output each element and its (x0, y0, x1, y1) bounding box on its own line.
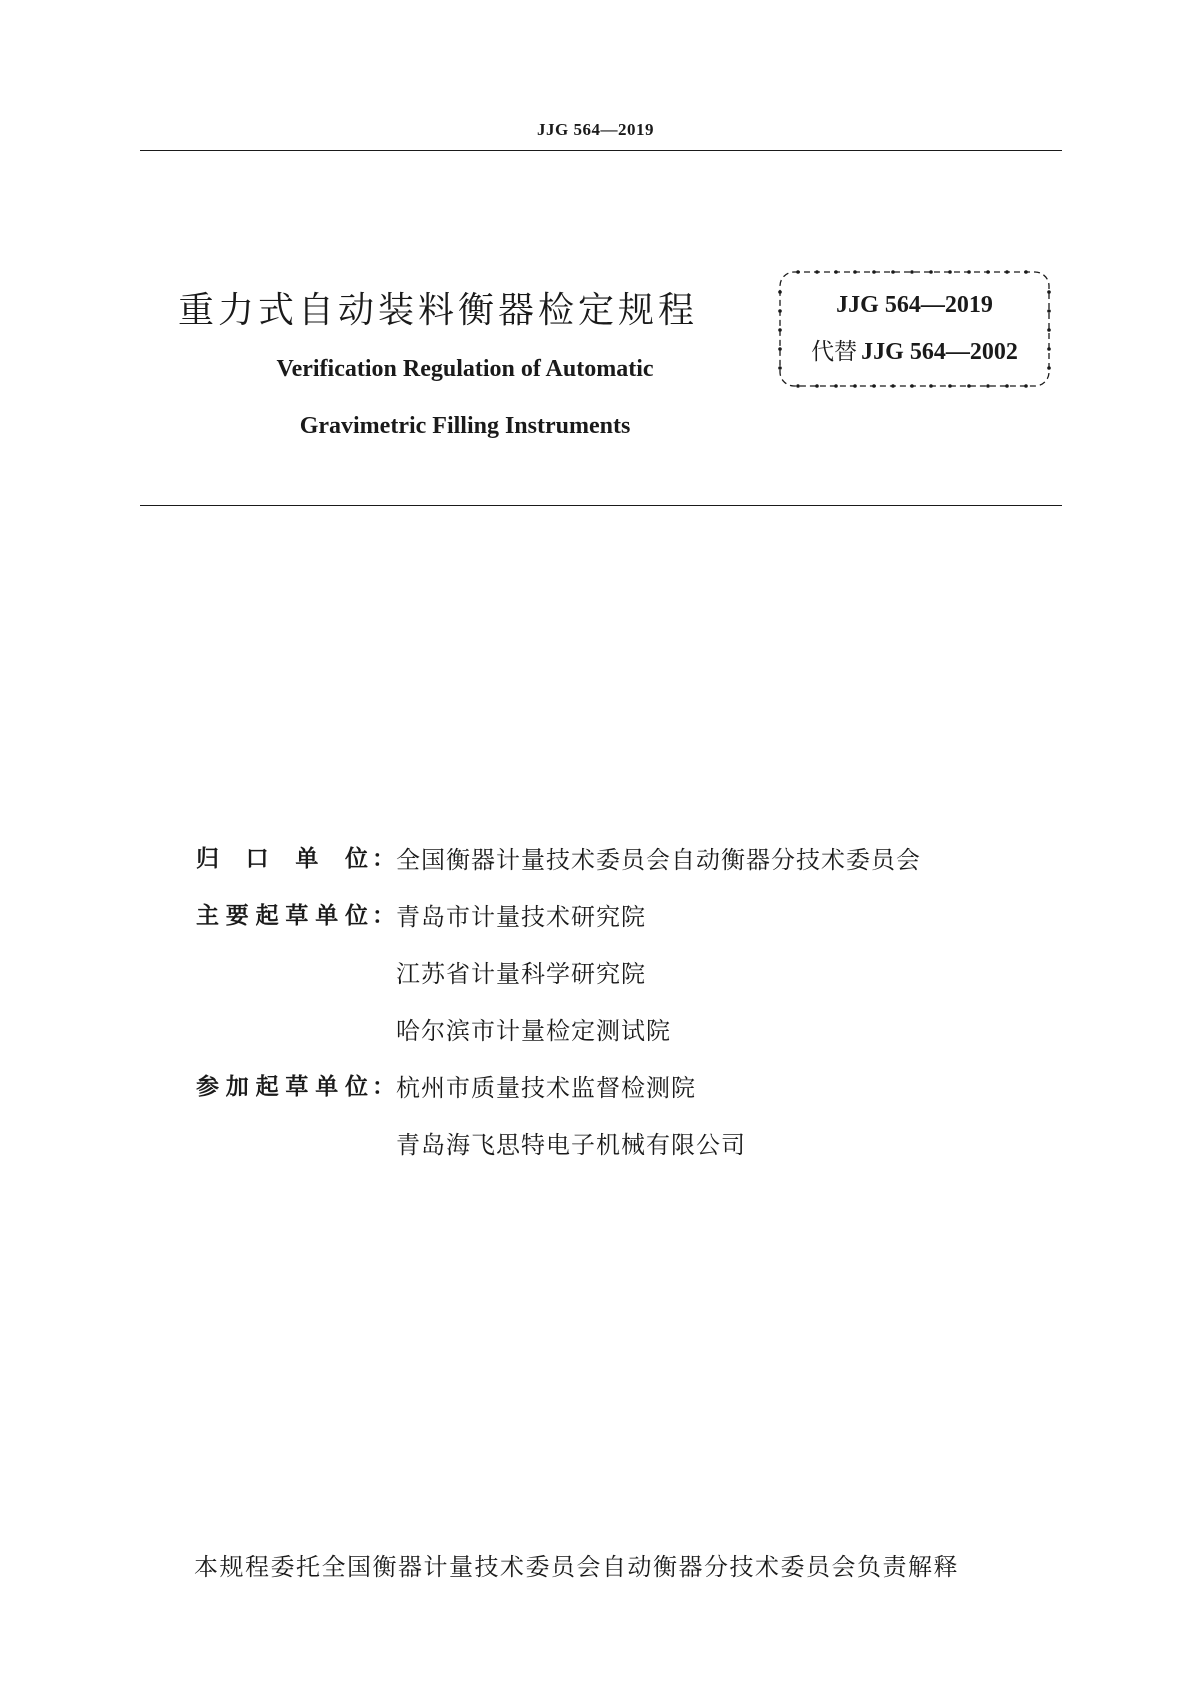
colon: ： (372, 903, 395, 929)
border-dot (872, 384, 876, 388)
border-dot (815, 270, 819, 274)
replaced-code: JJG 564—2002 (861, 339, 1018, 365)
interpretation-note: 本规程委托全国衡器计量技术委员会自动衡器分技术委员会负责解释 (194, 1553, 959, 1581)
header-standard-code: JJG 564—2019 (537, 120, 654, 139)
border-dot (778, 328, 782, 332)
colon: ： (372, 1074, 395, 1100)
border-dot (948, 384, 952, 388)
main-drafting-unit: 哈尔滨市计量检定测试院 (396, 1017, 671, 1045)
participating-drafting-label: 参加起草单位 (196, 1074, 368, 1100)
border-dot (1024, 270, 1028, 274)
border-dot (834, 384, 838, 388)
main-drafting-unit: 青岛市计量技术研究院 (396, 903, 646, 931)
border-dot (1005, 384, 1009, 388)
responsible-unit-value: 全国衡器计量技术委员会自动衡器分技术委员会 (396, 846, 921, 874)
border-dot (910, 384, 914, 388)
current-code: JJG 564—2019 (836, 292, 993, 318)
decorative-border (776, 268, 1053, 390)
standard-code-box (776, 268, 1053, 390)
main-drafting-label: 主要起草单位 (196, 903, 368, 929)
border-dot (853, 384, 857, 388)
border-dot (796, 384, 800, 388)
participating-drafting-unit: 杭州市质量技术监督检测院 (396, 1074, 696, 1102)
participating-drafting-unit: 青岛海飞思特电子机械有限公司 (396, 1131, 746, 1159)
border-dot (834, 270, 838, 274)
border-dot (853, 270, 857, 274)
title-english-line1: Verification Regulation of Automatic (276, 356, 654, 382)
border-dot (1005, 270, 1009, 274)
border-dot (986, 270, 990, 274)
border-dot (1047, 366, 1051, 370)
border-dot (967, 384, 971, 388)
title-divider (140, 505, 1062, 506)
border-dot (986, 384, 990, 388)
border-dot (815, 384, 819, 388)
replaces-label: 代替 (811, 339, 858, 365)
border-dot (929, 384, 933, 388)
colon: ： (372, 846, 395, 872)
border-dot (1047, 328, 1051, 332)
header-divider (140, 150, 1062, 151)
border-dot (929, 270, 933, 274)
border-dot (967, 270, 971, 274)
border-dot (872, 270, 876, 274)
responsible-unit-label: 归口单位 (196, 846, 368, 872)
border-dot (796, 270, 800, 274)
main-drafting-unit: 江苏省计量科学研究院 (396, 960, 646, 988)
title-chinese: 重力式自动装料衡器检定规程 (178, 290, 699, 331)
border-dot (1024, 384, 1028, 388)
border-dot (891, 384, 895, 388)
replaced-code-line (776, 333, 1053, 366)
border-dot (910, 270, 914, 274)
title-english-line2: Gravimetric Filling Instruments (299, 413, 631, 439)
border-dot (778, 366, 782, 370)
border-dot (891, 270, 895, 274)
border-dot (948, 270, 952, 274)
